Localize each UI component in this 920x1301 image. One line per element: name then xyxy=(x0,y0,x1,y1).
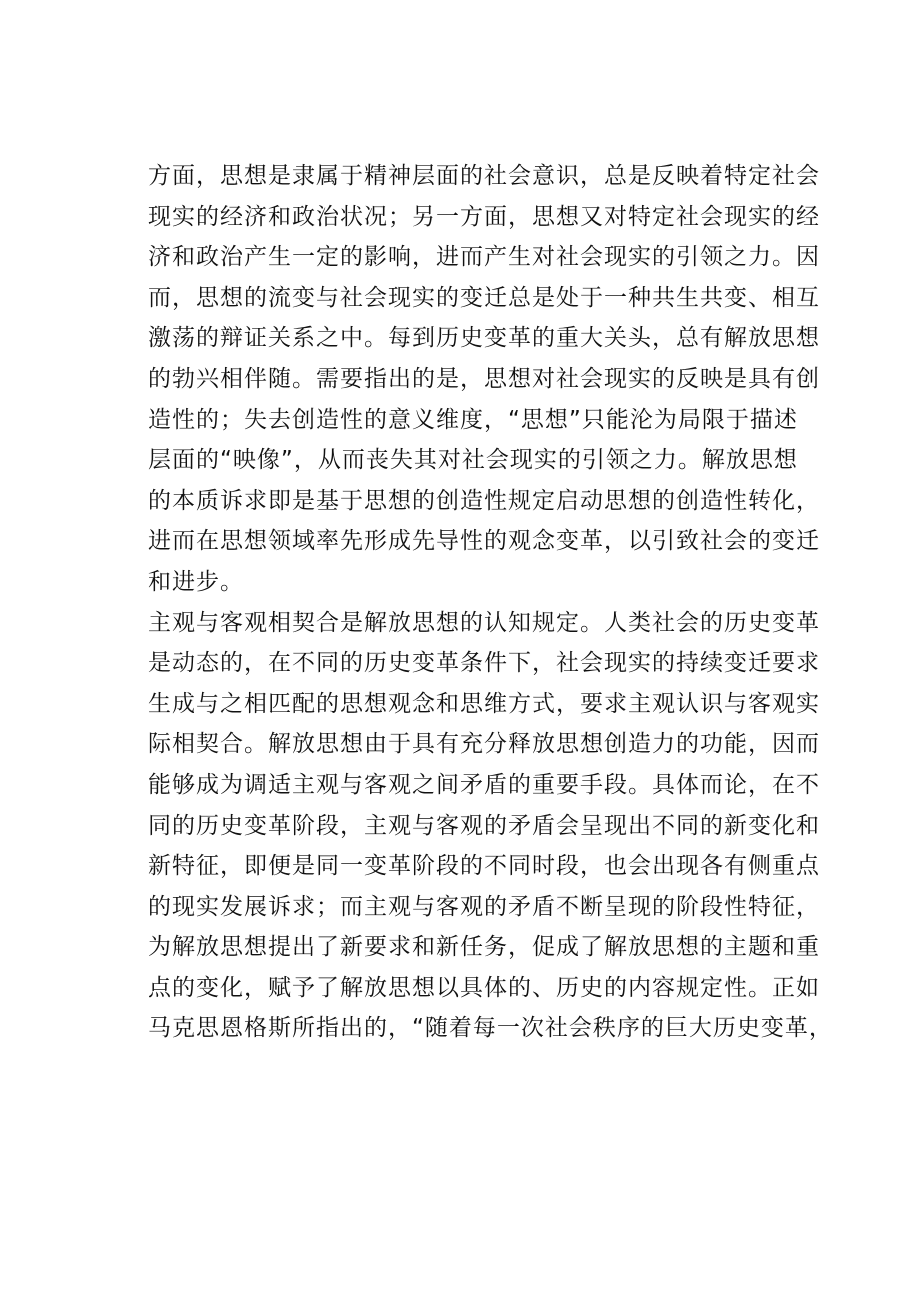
text-line: 的勃兴相伴随。需要指出的是，思想对社会现实的反映是具有创 xyxy=(148,365,820,392)
text-line: 造性的；失去创造性的意义维度，“思想”只能沦为局限于描述 xyxy=(148,406,798,433)
text-line: 是动态的，在不同的历史变革条件下，社会现实的持续变迁要求 xyxy=(148,650,820,677)
text-line: 的本质诉求即是基于思想的创造性规定启动思想的创造性转化， xyxy=(148,487,820,514)
text-line: 同的历史变革阶段，主观与客观的矛盾会呈现出不同的新变化和 xyxy=(148,812,820,839)
text-line: 方面，思想是隶属于精神层面的社会意识，总是反映着特定社会 xyxy=(148,163,820,189)
text-line: 进而在思想领域率先形成先导性的观念变革，以引致社会的变迁 xyxy=(148,528,820,555)
text-line: 际相契合。解放思想由于具有充分释放思想创造力的功能，因而 xyxy=(148,731,820,758)
text-line: 主观与客观相契合是解放思想的认知规定。人类社会的历史变革 xyxy=(148,609,820,636)
text-line: 激荡的辩证关系之中。每到历史变革的重大关头，总有解放思想 xyxy=(148,325,820,352)
text-line: 生成与之相匹配的思想观念和思维方式，要求主观认识与客观实 xyxy=(148,690,820,717)
body-text xyxy=(148,156,833,1049)
text-line: 现实的经济和政治状况；另一方面，思想又对特定社会现实的经 xyxy=(148,203,820,230)
text-line: 能够成为调适主观与客观之间矛盾的重要手段。具体而论，在不 xyxy=(148,771,820,798)
text-line: 马克思恩格斯所指出的，“随着每一次社会秩序的巨大历史变革， xyxy=(148,1015,833,1042)
text-line: 的现实发展诉求；而主观与客观的矛盾不断呈现的阶段性特征， xyxy=(148,893,820,920)
text-line: 点的变化，赋予了解放思想以具体的、历史的内容规定性。正如 xyxy=(148,974,820,1001)
text-line: 新特征，即便是同一变革阶段的不同时段，也会出现各有侧重点 xyxy=(148,853,820,880)
text-line: 济和政治产生一定的影响，进而产生对社会现实的引领之力。因 xyxy=(148,244,820,271)
text-line: 层面的“映像”，从而丧失其对社会现实的引领之力。解放思想 xyxy=(148,447,798,474)
text-line: 和进步。 xyxy=(148,568,244,595)
text-line: 而，思想的流变与社会现实的变迁总是处于一种共生共变、相互 xyxy=(148,284,820,311)
text-line: 为解放思想提出了新要求和新任务，促成了解放思想的主题和重 xyxy=(148,934,820,961)
